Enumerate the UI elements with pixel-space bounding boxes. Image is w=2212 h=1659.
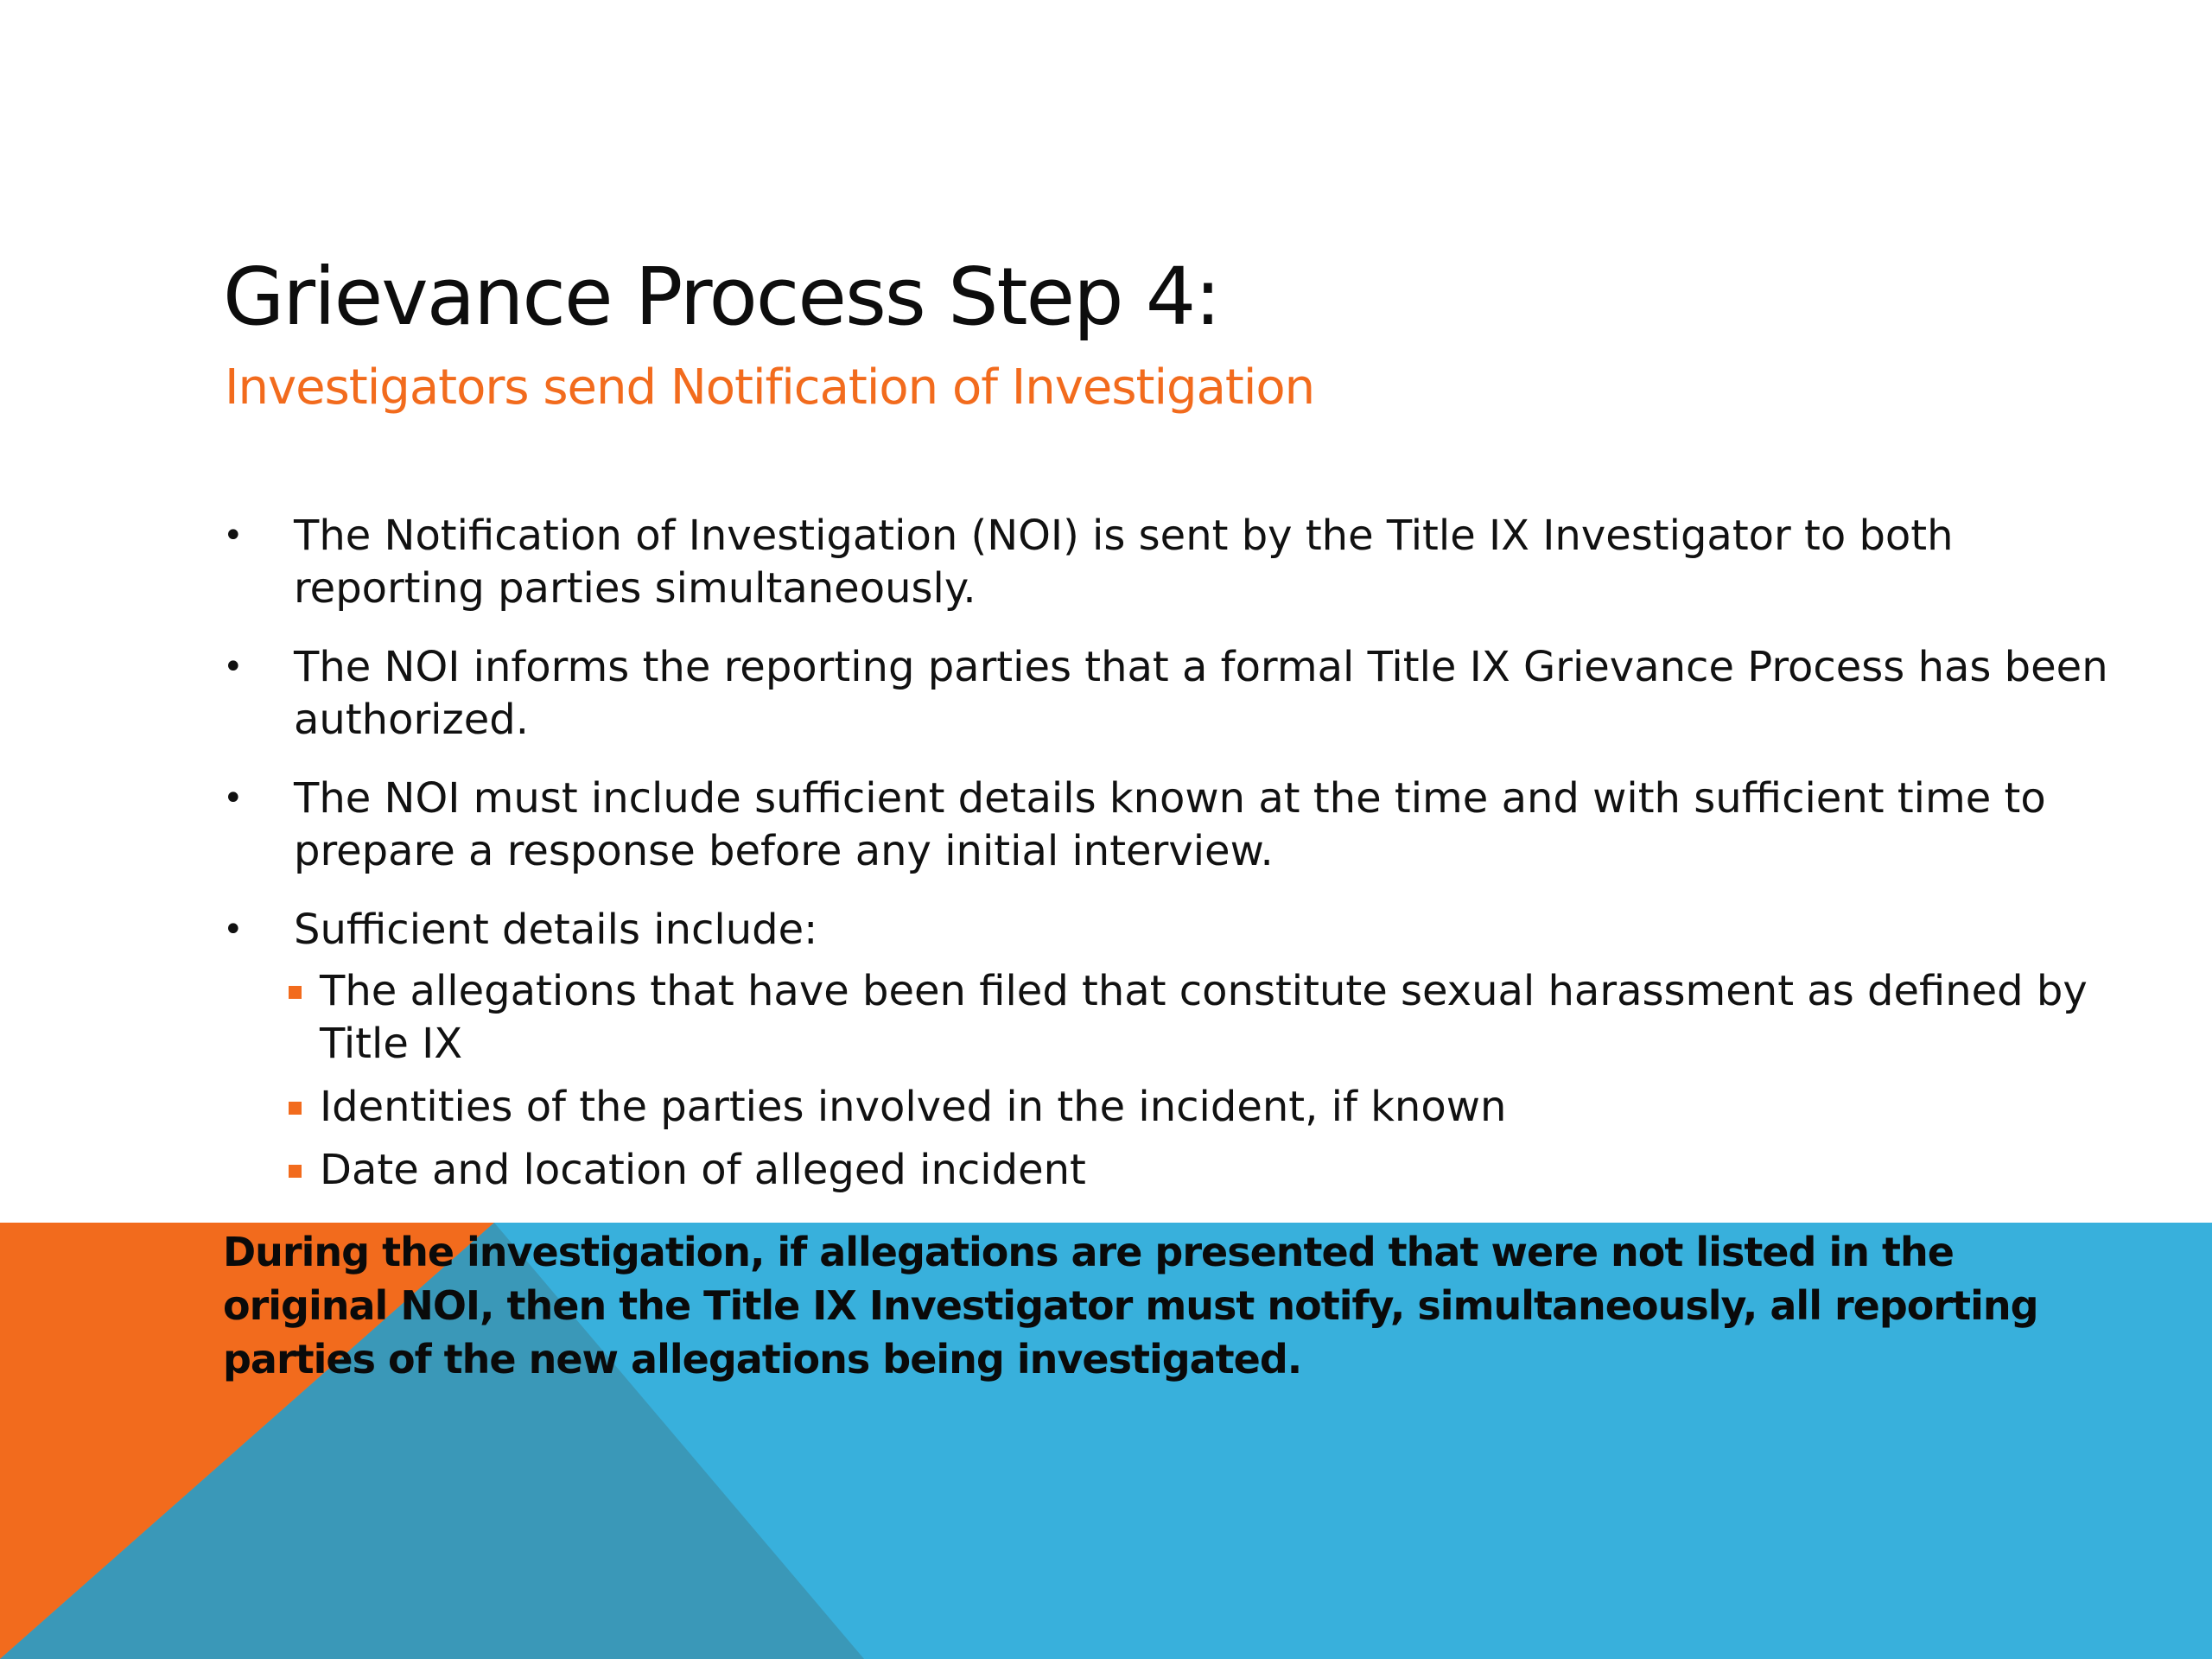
bullet-icon: •: [223, 779, 244, 818]
bullet-item: [223, 904, 2124, 1197]
square-bullet-icon: [289, 1102, 302, 1115]
sub-bullet-item: [251, 1144, 2124, 1197]
bullet-item: [223, 510, 2124, 615]
bullet-item: [223, 772, 2124, 878]
bullet-text: The NOI must include sufficient details known at the time and with sufficient time to prepare a response before any initial interview.: [294, 774, 2046, 875]
sub-bullet-item: [251, 1081, 2124, 1134]
square-bullet-icon: [289, 1165, 302, 1178]
bullet-item: [223, 641, 2124, 747]
bullet-text: Sufficient details include:: [294, 906, 818, 954]
sub-bullet-item: [251, 965, 2124, 1071]
sub-bullet-text: Date and location of alleged incident: [320, 1146, 1086, 1194]
bullet-list: [223, 510, 2124, 1223]
bullet-text: The Notification of Investigation (NOI) is sent by the Title IX Investigator to both reporting parties simultaneously.: [294, 512, 1954, 613]
slide-title: Grievance Process Step 4:: [223, 251, 1220, 343]
bullet-icon: •: [223, 910, 244, 950]
sub-bullet-text: The allegations that have been filed that constitute sexual harassment as defined by Title IX: [320, 967, 2088, 1068]
bullet-text: The NOI informs the reporting parties that a formal Title IX Grievance Process has been authorized.: [294, 643, 2108, 744]
sub-bullet-list: [251, 965, 2124, 1197]
bullet-icon: •: [223, 516, 244, 556]
footer-note: During the investigation, if allegations are presented that were not listed in the original NOI, then the Title IX Investigator must notify, simultaneously, all reporting parties of the new allegations being investigated.: [223, 1229, 2038, 1382]
slide-subtitle: Investigators send Notification of Investigation: [225, 359, 1315, 416]
square-bullet-icon: [289, 986, 302, 999]
sub-bullet-text: Identities of the parties involved in the incident, if known: [320, 1083, 1507, 1131]
bullet-icon: •: [223, 647, 244, 687]
